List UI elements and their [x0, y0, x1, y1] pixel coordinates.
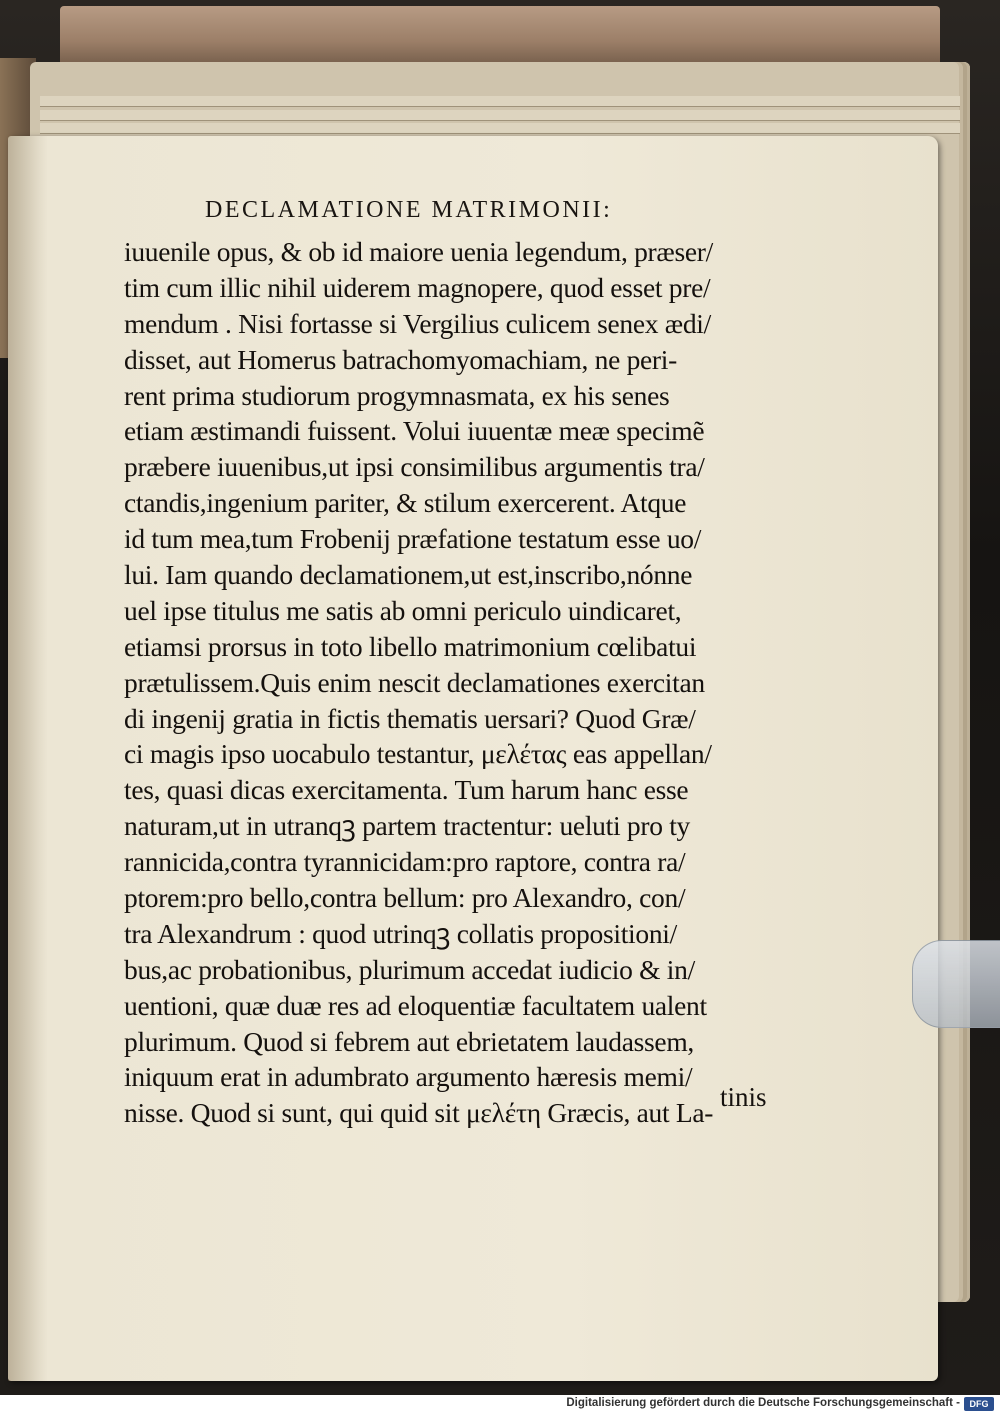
text-line: prætulissem.Quis enim nescit declamationes exercitan [124, 666, 705, 698]
text-line: rannicida,contra tyrannicidam:pro raptore, contra ra/ [124, 846, 686, 878]
text-line: disset, aut Homerus batrachomyomachiam, ne peri- [124, 343, 677, 375]
text-line: lui. Iam quando declamationem,ut est,inscribo,nónne [124, 559, 693, 591]
text-line: etiam æstimandi fuissent. Volui iuuentæ meæ specimẽ [124, 415, 705, 447]
text-line: iniquum erat in adumbrato argumento hæresis memi/ [124, 1061, 693, 1093]
page-clip [912, 940, 1000, 1028]
text-line: tim cum illic nihil uiderem magnopere, quod esset pre/ [124, 271, 711, 303]
text-line: uentioni, quæ duæ res ad eloquentiæ facultatem ualent [124, 989, 707, 1021]
text-line: ptorem:pro bello,contra bellum: pro Alexandro, con/ [124, 882, 686, 914]
catchword: tinis [720, 1082, 767, 1112]
text-line: id tum mea,tum Frobenij præfatione testatum esse uo/ [124, 523, 702, 555]
text-line: bus,ac probationibus, plurimum accedat iudicio & in/ [124, 953, 695, 985]
page-edge [40, 110, 960, 121]
page-edge [40, 123, 960, 134]
text-line: præbere iuuenibus,ut ipsi consimilibus argumentis tra/ [124, 451, 705, 483]
text-line: ci magis ipso uocabulo testantur, μελέτας eas appellan/ [124, 738, 712, 770]
text-line: rent prima studiorum progymnasmata, ex his senes [124, 379, 670, 411]
text-line: ctandis,ingenium pariter, & stilum exercerent. Atque [124, 487, 687, 519]
text-line: nisse. Quod si sunt, qui quid sit μελέτη Græcis, aut La- [124, 1097, 714, 1129]
text-line: naturam,ut in utranqꝫ partem tractentur: ueluti pro ty [124, 810, 691, 842]
text-line: tes, quasi dicas exercitamenta. Tum harum hanc esse [124, 774, 689, 806]
book-cover-board [60, 6, 940, 70]
dfg-logo: DFG [964, 1397, 994, 1411]
text-line: iuuenile opus, & ob id maiore uenia legendum, præser/ [124, 236, 713, 267]
text-line: tra Alexandrum : quod utrinqꝫ collatis propositioni/ [124, 917, 677, 949]
text-line: di ingenij gratia in fictis thematis uersari? Quod Græ/ [124, 702, 696, 734]
text-line: uel ipse titulus me satis ab omni periculo uindicaret, [124, 594, 682, 626]
footer-bar [0, 1395, 1000, 1414]
text-line: etiamsi prorsus in toto libello matrimonium cœlibatui [124, 630, 697, 662]
funding-credit: Digitalisierung gefördert durch die Deutsche Forschungsgemeinschaft - [566, 1397, 960, 1409]
text-line: plurimum. Quod si febrem aut ebrietatem laudassem, [124, 1025, 694, 1057]
page-edge [40, 96, 960, 107]
text-line: mendum . Nisi fortasse si Vergilius culicem senex ædi/ [124, 307, 711, 339]
running-head: DECLAMATIONE MATRIMONII: [205, 197, 613, 223]
body-text [124, 234, 760, 1131]
